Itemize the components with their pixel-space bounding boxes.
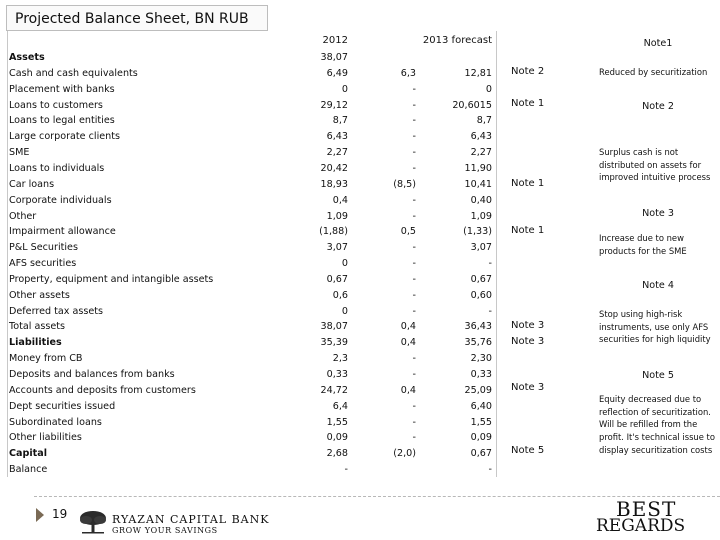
table-row xyxy=(9,240,493,255)
cell-adjustment: - xyxy=(412,194,416,206)
cell-adjustment: - xyxy=(412,210,416,222)
cell-adjustment: - xyxy=(412,99,416,111)
cell-forecast: 10,41 xyxy=(464,178,492,190)
row-label: Loans to individuals xyxy=(9,162,105,174)
column-header-2012: 2012 xyxy=(322,35,348,46)
cell-2012: 24,72 xyxy=(320,384,348,396)
table-row xyxy=(9,415,493,430)
note-5-text: Equity decreased due to reflection of securitization. Will be refilled from the profit. It's technical issue to display securitization costs xyxy=(599,394,715,455)
cell-adjustment: - xyxy=(412,83,416,95)
cell-forecast: 6,43 xyxy=(470,131,492,143)
cell-forecast: 11,90 xyxy=(464,162,492,174)
cell-forecast: 0,33 xyxy=(470,369,492,380)
cell-2012: 38,07 xyxy=(320,321,348,333)
table-row xyxy=(9,98,493,113)
note-1-heading: Note1 xyxy=(643,38,673,49)
table-row xyxy=(9,113,493,128)
cell-forecast: 3,07 xyxy=(470,242,492,254)
note-ref: Note 2 xyxy=(511,66,545,77)
row-label: Capital xyxy=(9,448,48,460)
cell-2012: 6,43 xyxy=(326,131,348,143)
cell-2012: 0,4 xyxy=(332,194,348,206)
cell-forecast: - xyxy=(488,305,492,317)
cell-2012: 0 xyxy=(341,258,348,270)
note-3-text: Increase due to new products for the SME xyxy=(599,233,687,256)
cell-forecast: 0,40 xyxy=(470,194,492,206)
cell-forecast: 20,6015 xyxy=(452,99,492,111)
note-ref: Note 1 xyxy=(511,178,545,189)
note-5-heading: Note 5 xyxy=(642,370,674,381)
cell-2012: 8,7 xyxy=(332,115,348,127)
table-row xyxy=(9,367,493,382)
cell-2012: 2,27 xyxy=(326,147,348,159)
cell-forecast: 0,67 xyxy=(470,448,492,460)
notes-panel xyxy=(596,31,720,477)
cell-forecast: 25,09 xyxy=(464,384,492,396)
cell-adjustment: (8,5) xyxy=(393,178,416,190)
cell-forecast: 1,09 xyxy=(470,210,492,222)
row-label: P&L Securities xyxy=(9,242,78,254)
table-row xyxy=(9,224,493,239)
note-4-heading: Note 4 xyxy=(642,280,674,291)
table-row xyxy=(9,209,493,224)
cell-adjustment: 6,3 xyxy=(400,67,416,79)
table-row xyxy=(9,462,493,477)
cell-2012: - xyxy=(344,464,348,476)
table-row xyxy=(9,161,493,176)
note-1-text: Reduced by securitization xyxy=(599,67,708,77)
cell-forecast: 12,81 xyxy=(464,67,492,79)
cell-forecast: 2,27 xyxy=(470,147,492,159)
note-ref: Note 5 xyxy=(511,445,545,456)
row-label: Balance xyxy=(9,464,48,476)
table-row xyxy=(9,351,493,366)
table-row xyxy=(9,399,493,414)
table-row xyxy=(9,177,493,192)
row-label: Deposits and balances from banks xyxy=(9,369,175,380)
cell-2012: 0,33 xyxy=(326,369,348,380)
cell-adjustment: - xyxy=(412,305,416,317)
cell-forecast: - xyxy=(488,258,492,270)
row-label: Car loans xyxy=(9,178,55,190)
cell-adjustment: - xyxy=(412,369,416,380)
cell-forecast: 0,09 xyxy=(470,432,492,444)
cell-adjustment: - xyxy=(412,147,416,159)
cell-2012: 1,09 xyxy=(326,210,348,222)
cell-adjustment: - xyxy=(412,432,416,444)
best-regards-logo-line2: REGARDS xyxy=(596,516,686,536)
cell-adjustment: - xyxy=(412,400,416,412)
page-title: Projected Balance Sheet, BN RUB xyxy=(6,5,268,31)
column-header-forecast: 2013 forecast xyxy=(422,35,492,46)
cell-2012: 0,6 xyxy=(332,289,348,301)
row-label: Cash and cash equivalents xyxy=(9,67,138,79)
cell-adjustment: - xyxy=(412,258,416,270)
cell-2012: 6,49 xyxy=(326,67,348,79)
cell-forecast: 35,76 xyxy=(464,337,492,349)
table-row xyxy=(9,304,493,319)
cell-forecast: 6,40 xyxy=(470,400,492,412)
table-row xyxy=(9,288,493,303)
cell-2012: 1,55 xyxy=(326,416,348,428)
table-row xyxy=(9,145,493,160)
note-3-heading: Note 3 xyxy=(642,208,674,219)
note-2-text: Surplus cash is not distributed on assets for improved intuitive process xyxy=(599,147,711,183)
cell-adjustment: - xyxy=(412,242,416,254)
cell-forecast: 8,7 xyxy=(476,115,492,127)
table-row xyxy=(9,335,493,350)
cell-adjustment: 0,5 xyxy=(400,226,416,238)
cell-2012: 2,3 xyxy=(332,353,348,365)
note-ref: Note 1 xyxy=(511,225,545,236)
table-row xyxy=(9,446,493,461)
table-row xyxy=(9,193,493,208)
row-label: AFS securities xyxy=(9,258,77,270)
row-label: Assets xyxy=(9,52,45,63)
table-row xyxy=(9,129,493,144)
cell-2012: 38,07 xyxy=(320,52,348,63)
row-label: Placement with banks xyxy=(9,83,115,95)
cell-forecast: 0,60 xyxy=(470,289,492,301)
table-row xyxy=(9,66,493,81)
cell-2012: 2,68 xyxy=(326,448,348,460)
table-row xyxy=(9,50,493,65)
row-label: Liabilities xyxy=(9,337,62,349)
cell-2012: 35,39 xyxy=(320,337,348,349)
row-label: Loans to legal entities xyxy=(9,115,115,127)
cell-adjustment: 0,4 xyxy=(400,337,416,349)
cell-forecast: 36,43 xyxy=(464,321,492,333)
cell-forecast: 2,30 xyxy=(470,353,492,365)
row-label: Total assets xyxy=(9,321,65,333)
table-row xyxy=(9,319,493,334)
cell-adjustment: - xyxy=(412,273,416,285)
table-row xyxy=(9,383,493,398)
row-label: Other xyxy=(9,210,37,222)
row-label: Large corporate clients xyxy=(9,131,120,143)
best-regards-logo-line1: BEST xyxy=(616,497,677,521)
page-number: 19 xyxy=(52,507,68,521)
cell-2012: 20,42 xyxy=(320,162,348,174)
cell-2012: 29,12 xyxy=(320,99,348,111)
row-label: Deferred tax assets xyxy=(9,305,104,317)
cell-adjustment: - xyxy=(412,131,416,143)
cell-adjustment: - xyxy=(412,115,416,127)
row-label: Property, equipment and intangible assets xyxy=(9,273,214,285)
cell-2012: (1,88) xyxy=(319,226,348,238)
row-label: Subordinated loans xyxy=(9,416,102,428)
cell-forecast: 0,67 xyxy=(470,273,492,285)
note-ref: Note 1 xyxy=(511,98,545,109)
table-row xyxy=(9,256,493,271)
note-4-text: Stop using high-risk instruments, use only AFS securities for high liquidity xyxy=(599,309,711,345)
cell-adjustment: - xyxy=(412,162,416,174)
row-label: Corporate individuals xyxy=(9,194,112,206)
note-ref: Note 3 xyxy=(511,336,545,347)
cell-2012: 3,07 xyxy=(326,242,348,254)
cell-adjustment: - xyxy=(412,353,416,365)
cell-adjustment: (2,0) xyxy=(393,448,416,460)
cell-2012: 0 xyxy=(341,83,348,95)
table-row xyxy=(9,272,493,287)
note-ref: Note 3 xyxy=(511,320,545,331)
cell-adjustment: 0,4 xyxy=(400,321,416,333)
row-label: Accounts and deposits from customers xyxy=(9,384,196,396)
table-row xyxy=(9,82,493,97)
cell-adjustment: - xyxy=(412,416,416,428)
row-label: Other liabilities xyxy=(9,432,82,444)
bank-tagline: GROW YOUR SAVINGS xyxy=(112,526,218,535)
cell-adjustment: 0,4 xyxy=(400,384,416,396)
bank-name: RYAZAN CAPITAL BANK xyxy=(112,513,270,526)
row-label: Dept securities issued xyxy=(9,400,116,412)
cell-forecast: - xyxy=(488,464,492,476)
cell-2012: 6,4 xyxy=(332,400,348,412)
cell-2012: 0,67 xyxy=(326,273,348,285)
row-label: SME xyxy=(9,147,30,159)
row-label: Money from CB xyxy=(9,353,83,365)
note-2-heading: Note 2 xyxy=(642,101,674,112)
row-label: Other assets xyxy=(9,289,70,301)
table-row xyxy=(9,430,493,445)
row-label: Loans to customers xyxy=(9,99,103,111)
cell-2012: 0 xyxy=(341,305,348,317)
cell-forecast: 1,55 xyxy=(470,416,492,428)
cell-2012: 18,93 xyxy=(320,178,348,190)
row-label: Impairment allowance xyxy=(9,226,116,238)
cell-2012: 0,09 xyxy=(326,432,348,444)
cell-forecast: 0 xyxy=(485,83,492,95)
tree-logo-icon xyxy=(78,509,108,535)
note-ref: Note 3 xyxy=(511,382,545,393)
cell-forecast: (1,33) xyxy=(463,226,492,238)
page-arrow-icon xyxy=(36,508,44,522)
cell-adjustment: - xyxy=(412,289,416,301)
